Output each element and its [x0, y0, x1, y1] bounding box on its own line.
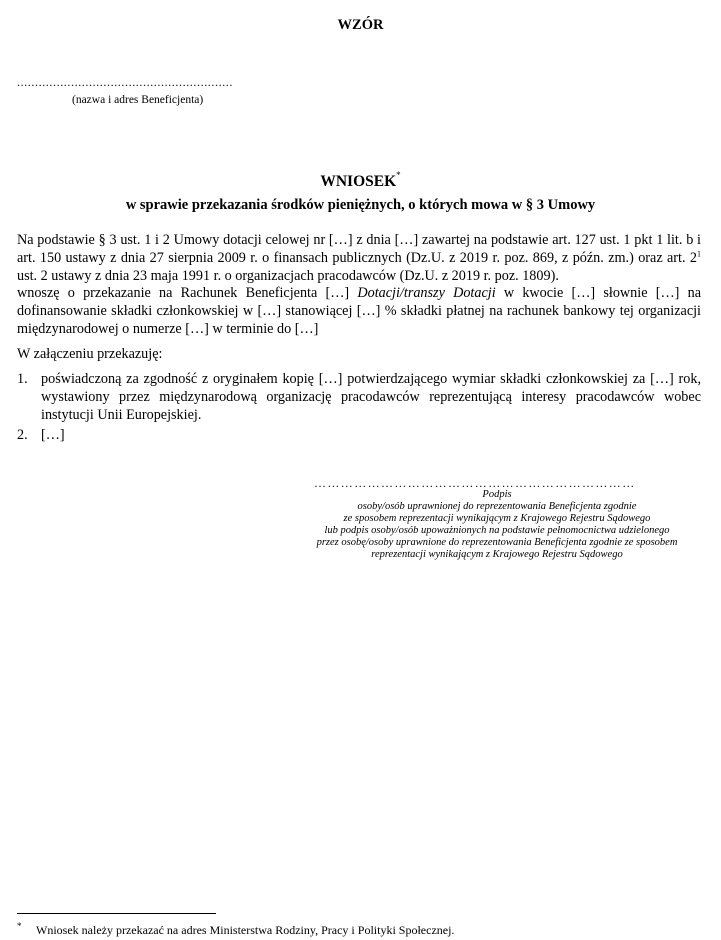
list-item-text: […]: [41, 427, 65, 443]
legal-basis-paragraph: [17, 231, 701, 285]
request-text-a: wnoszę o przekazanie na Rachunek Beneficjenta […]: [17, 285, 358, 301]
signature-line: lub podpis osoby/osób upoważnionych na podstawie pełnomocnictwa udzielonego: [324, 525, 670, 536]
document-subtitle: w sprawie przekazania środków pieniężnych, o których mowa w § 3 Umowy: [125, 197, 596, 213]
signature-line: ze sposobem reprezentacji wynikającym z Krajowego Rejestru Sądowego: [343, 513, 651, 524]
document-title-text: WNIOSEK: [320, 173, 397, 191]
article-superscript: 1: [697, 249, 701, 259]
signature-caption: [300, 489, 694, 561]
footnote-divider: [17, 913, 216, 914]
footnote-text: Wniosek należy przekazać na adres Ministerstwa Rodziny, Pracy i Polityki Społecznej.: [36, 923, 455, 937]
list-item-number: 2.: [17, 427, 28, 443]
attachments-heading: W załączeniu przekazuję:: [17, 346, 163, 362]
signature-dotted-line: ………………………………………………………………: [314, 476, 636, 490]
footnote-reference: *: [396, 170, 401, 180]
footnote-mark: *: [17, 921, 22, 931]
document-title: [0, 172, 721, 191]
legal-basis-text-b: ust. 2 ustawy z dnia 23 maja 1991 r. o organizacjach pracodawców (Dz.U. z 2019 r. poz. 1809).: [17, 268, 559, 284]
signature-line: osoby/osób uprawnionej do reprezentowania Beneficjenta zgodnie: [357, 501, 637, 512]
beneficiary-dotted-line: ............................................................: [17, 75, 233, 89]
list-item-text: poświadczoną za zgodność z oryginałem kopię […] potwierdzającego wymiar składki członkowskiej za […] rok, wystawiony przez międzynarodową organizację pracodawców reprezentującą interesy pracodawców wobec instytucji Unii Europejskiej.: [41, 371, 701, 423]
beneficiary-label: (nazwa i adres Beneficjenta): [72, 94, 204, 106]
signature-line: reprezentacji wynikającym z Krajowego Rejestru Sądowego: [371, 549, 623, 560]
legal-basis-text-a: Na podstawie § 3 ust. 1 i 2 Umowy dotacji celowej nr […] z dnia […] zawartej na podstawie art. 127 ust. 1 pkt 1 lit. b i art. 150 ustawy z dnia 27 sierpnia 2009 r. o finansach publicznych (Dz.U. z 2019 r. poz. 869, z późn. zm.) oraz art. 2: [17, 232, 701, 266]
request-paragraph: [17, 284, 701, 338]
list-item: [17, 426, 701, 444]
list-item-number: 1.: [17, 371, 28, 387]
signature-line: Podpis: [482, 489, 512, 500]
list-item: [17, 370, 701, 424]
document-label: WZÓR: [337, 17, 384, 33]
request-text-b: w kwocie […] słownie […] na dofinansowanie składki członkowskiej w […] stanowiącej […] % składki płatnej na rachunek bankowy tej organizacji międzynarodowej o numerze […] w terminie do […]: [17, 285, 701, 337]
signature-line: przez osobę/osoby uprawnione do reprezentowania Beneficjenta zgodnie ze sposobem: [316, 537, 678, 548]
request-text-italic: Dotacji/transzy Dotacji: [357, 285, 496, 301]
